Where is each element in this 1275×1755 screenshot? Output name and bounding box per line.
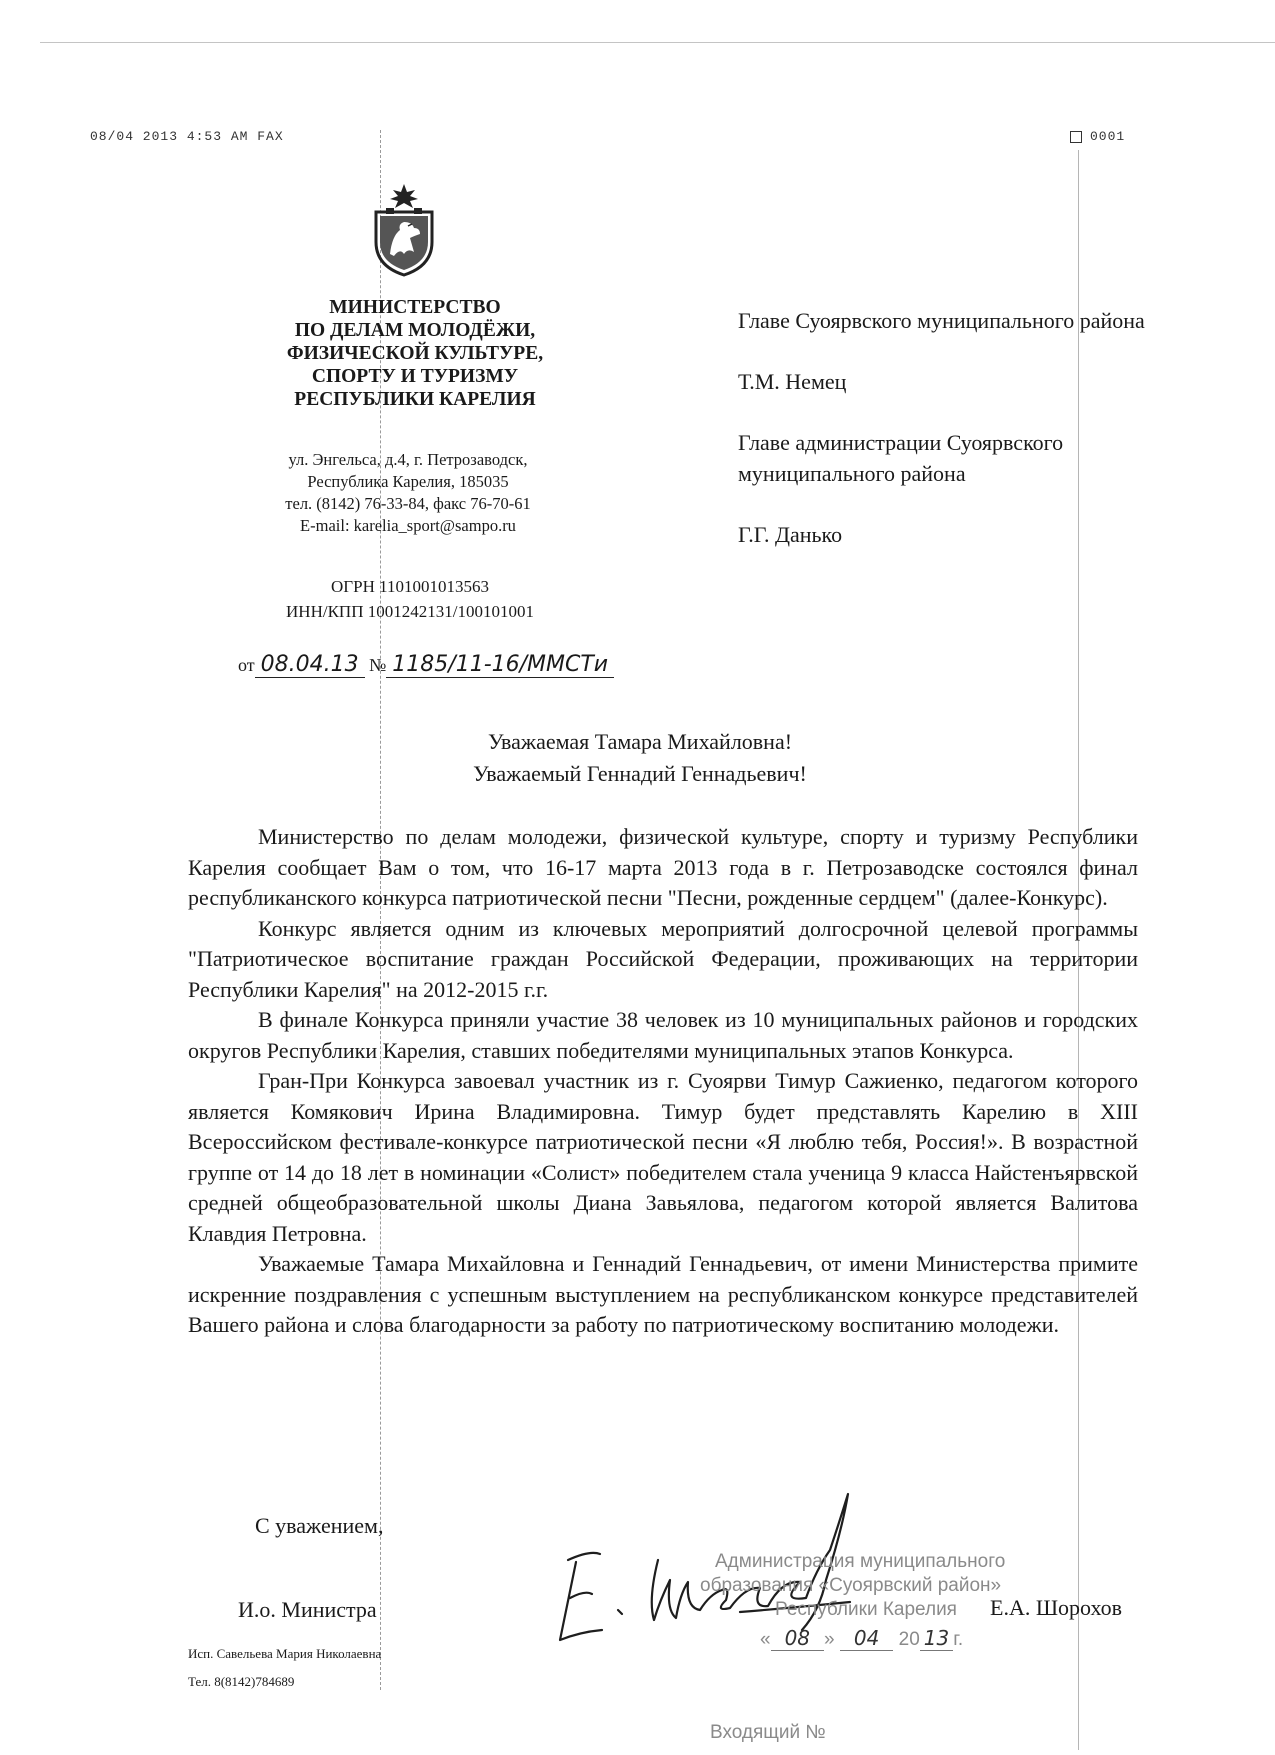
sender-address xyxy=(238,449,578,537)
stamp-line: Администрация муниципального xyxy=(715,1551,1006,1572)
stamp-day: 08 xyxy=(771,1626,824,1651)
registration-numbers xyxy=(240,574,580,624)
body-paragraph: Конкурс является одним из ключевых мероприятий долгосрочной целевой программы "Патриотическое воспитание граждан Российской Федерации, проживающих на территории Республики Карелия" на 2012-2015 г.г. xyxy=(188,915,1138,1002)
org-line: ПО ДЕЛАМ МОЛОДЁЖИ, xyxy=(294,320,536,341)
signatory-name: Е.А. Шорохов xyxy=(990,1595,1123,1620)
address-line: E-mail: karelia_sport@sampo.ru xyxy=(300,516,516,535)
stamp-year-suffix: 13 xyxy=(920,1626,953,1651)
stamp-line: Республики Карелия xyxy=(775,1599,957,1620)
executor-info xyxy=(188,1640,381,1696)
recipient-name: Т.М. Немец xyxy=(738,369,847,394)
fax-page-value: 0001 xyxy=(1090,129,1126,144)
outgoing-number-label: № xyxy=(369,655,387,675)
outgoing-reference xyxy=(238,652,614,677)
org-line: МИНИСТЕРСТВО xyxy=(329,297,501,318)
salutation-line: Уважаемая Тамара Михайловна! xyxy=(487,729,793,754)
outgoing-from-label: от xyxy=(238,655,255,675)
salutation xyxy=(160,726,1120,790)
recipients-block xyxy=(738,305,1198,580)
stamp-close-quote: » xyxy=(824,1629,835,1650)
org-line: ФИЗИЧЕСКОЙ КУЛЬТУРЕ, xyxy=(286,343,544,364)
body-paragraph: Гран-При Конкурса завоевал участник из г. Суоярви Тимур Сажиенко, педагогом которого является Комякович Ирина Владимировна. Тимур будет представлять Карелию в XIII Всероссийском фестивале-конкурсе патриотической песни «Я люблю тебя, Россия!». В возрастной группе от 14 до 18 лет в номинации «Солист» победителем стала ученица 9 класса Найстенъярвской средней общеобразовательной школы Диана Завьялова, педагогом которой является Валитова Клавдия Петровна. xyxy=(188,1068,1138,1246)
body-paragraph: Уважаемые Тамара Михайловна и Геннадий Геннадьевич, от имени Министерства примите искренние поздравления с успешным выступлением на республиканском конкурсе представителей Вашего района и слова благодарности за работу по патриотическому воспитанию молодежи. xyxy=(188,1251,1138,1337)
stamp-line: образования «Суоярвский район» xyxy=(700,1575,1002,1596)
fold-line-top xyxy=(40,42,1275,43)
fax-icon xyxy=(1070,131,1082,143)
inn-kpp: ИНН/КПП 1001242131/100101001 xyxy=(286,602,534,621)
address-line: ул. Энгельса, д.4, г. Петрозаводск, xyxy=(288,450,528,469)
address-line: тел. (8142) 76-33-84, факс 76-70-61 xyxy=(285,494,531,513)
recipient-line: Главе администрации Суоярвского муниципального района xyxy=(738,430,1064,486)
fax-header: 08/04 2013 4:53 AM FAX xyxy=(90,129,284,144)
outgoing-number: 1185/11-16/ММСТи xyxy=(386,652,614,678)
body-paragraph: Министерство по делам молодежи, физической культуре, спорту и туризму Республики Карелия сообщает Вам о том, что 16-17 марта 2013 года в г. Петрозаводске состоялся финал республиканского конкурса патриотической песни "Песни, рожденные сердцем" (далее-Конкурс). xyxy=(188,824,1138,910)
karelia-coat-of-arms-icon xyxy=(368,182,440,277)
executor-phone: Тел. 8(8142)784689 xyxy=(188,1674,295,1689)
incoming-number-label: Входящий № xyxy=(710,1722,826,1743)
org-line: РЕСПУБЛИКИ КАРЕЛИЯ xyxy=(294,389,536,410)
recipient-line: Главе Суоярвского муниципального района xyxy=(738,308,1145,333)
stamp-date xyxy=(760,1626,963,1652)
body-paragraph: В финале Конкурса приняли участие 38 человек из 10 муниципальных районов и городских округов Республики Карелия, ставших победителями муниципальных этапов Конкурса. xyxy=(188,1007,1138,1063)
address-line: Республика Карелия, 185035 xyxy=(307,472,509,491)
stamp-month: 04 xyxy=(840,1626,893,1651)
outgoing-date: 08.04.13 xyxy=(255,652,365,678)
letter-body xyxy=(188,822,1138,1341)
executor-name: Исп. Савельева Мария Николаевна xyxy=(188,1646,382,1661)
closing: С уважением, xyxy=(255,1513,384,1538)
salutation-line: Уважаемый Геннадий Геннадьевич! xyxy=(473,761,807,786)
stamp-year-prefix: 20 xyxy=(898,1629,920,1650)
signatory-position: И.о. Министра xyxy=(238,1597,377,1622)
sender-organization xyxy=(245,296,585,411)
ogrn: ОГРН 1101001013563 xyxy=(331,577,489,596)
stamp-year-label: г. xyxy=(953,1629,964,1650)
fax-page-number xyxy=(1070,129,1125,144)
org-line: СПОРТУ И ТУРИЗМУ xyxy=(311,366,519,387)
recipient-name: Г.Г. Данько xyxy=(738,522,843,547)
stamp-open-quote: « xyxy=(760,1629,771,1650)
